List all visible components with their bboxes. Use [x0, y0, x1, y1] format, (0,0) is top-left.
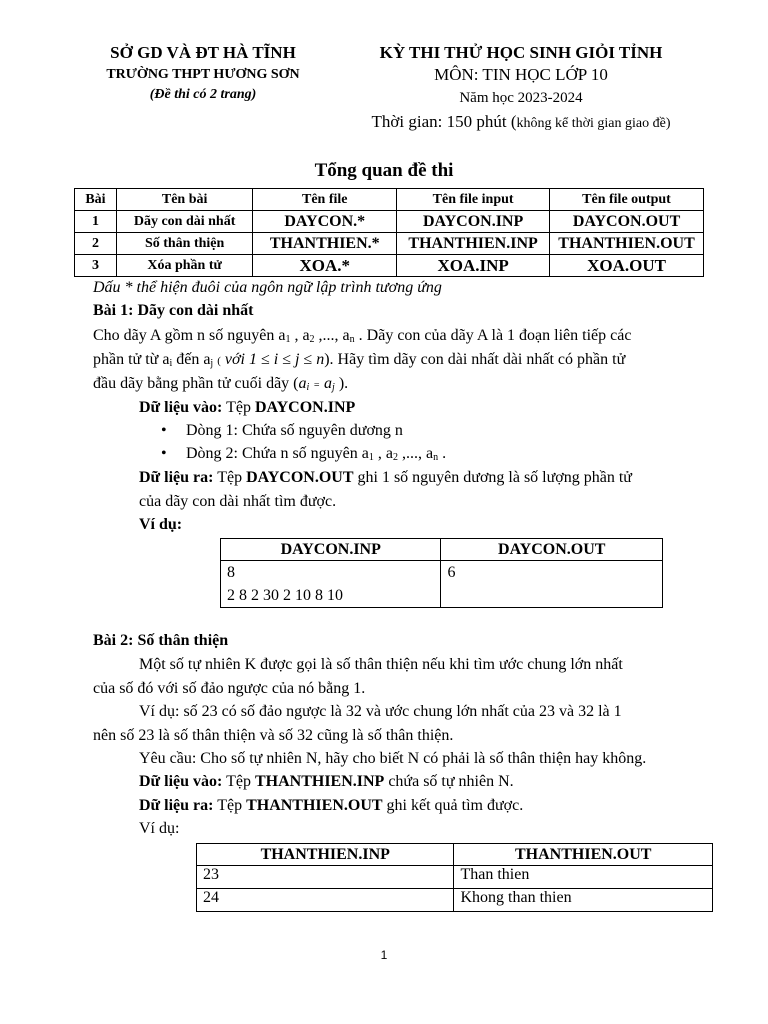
input-label: Dữ liệu vào:	[139, 399, 223, 416]
input-file: DAYCON.INP	[254, 399, 356, 416]
cell: Dãy con dài nhất	[116, 211, 252, 233]
table-row	[197, 866, 713, 889]
output-file: THANTHIEN.OUT	[246, 797, 383, 814]
output-label: Dữ liệu ra:	[139, 469, 214, 486]
output-text: ghi kết quả tìm được.	[382, 797, 524, 814]
cell: Số thân thiện	[116, 233, 252, 255]
problem-2-title: Bài 2: Số thân thiện	[93, 632, 229, 649]
problem-1-output	[139, 469, 632, 487]
overview-header-row	[75, 189, 704, 211]
col-header: Tên file	[253, 189, 397, 211]
header-right	[336, 42, 706, 136]
col-header: Tên file input	[397, 189, 550, 211]
cell: 23	[197, 866, 454, 889]
example-header-row	[221, 539, 663, 561]
problem-1-title: Bài 1: Dãy con dài nhất	[93, 302, 254, 319]
cell: XOA.*	[253, 255, 397, 277]
problem-1-input	[139, 399, 355, 417]
col-header: DAYCON.INP	[221, 539, 441, 561]
cell: Than thien	[454, 866, 713, 889]
school-name: TRƯỜNG THPT HƯƠNG SƠN	[106, 67, 300, 82]
cell: DAYCON.INP	[397, 211, 550, 233]
cell: 3	[75, 255, 117, 277]
problem-1-statement-line-2: phần tử từ $a_i$ đến $a_j$ ( với 1 ≤ i ≤ j ≤ n). Hãy tìm dãy con dài nhất dài nhất có phần tử	[93, 351, 626, 369]
bullet-text: Dòng 1: Chứa số nguyên dương n	[186, 422, 403, 439]
school-year: Năm học 2023-2024	[459, 90, 583, 106]
bullet-icon: •	[161, 422, 167, 439]
problem-2-line-5: Yêu cầu: Cho số tự nhiên N, hãy cho biết N có phải là số thân thiện hay không.	[139, 750, 647, 767]
col-header: THANTHIEN.INP	[197, 844, 454, 866]
problem-2-line-4: nên số 23 là số thân thiện và số 32 cũng là số thân thiện.	[93, 727, 454, 744]
table-row	[75, 211, 704, 233]
cell: XOA.INP	[397, 255, 550, 277]
example-header-row	[197, 844, 713, 866]
input-file: THANTHIEN.INP	[254, 773, 385, 790]
problem-2-example-label: Ví dụ:	[139, 820, 180, 837]
cell: 1	[75, 211, 117, 233]
cell: DAYCON.*	[253, 211, 397, 233]
cell: THANTHIEN.*	[253, 233, 397, 255]
problem-1-example-table	[220, 538, 663, 608]
table-row	[221, 561, 663, 608]
input-label: Dữ liệu vào:	[139, 773, 223, 790]
bullet-icon: •	[161, 445, 167, 462]
header-left	[70, 42, 336, 104]
subject: MÔN: TIN HỌC LỚP 10	[434, 65, 608, 84]
time-note: không kể thời gian giao đề)	[516, 116, 671, 131]
bullet-2: • Dòng 2: Chứa n số nguyên $a_1$ , $a_2$ ,..., $a_n$ .	[161, 445, 447, 463]
exam-time	[336, 110, 706, 136]
col-header: Tên bài	[116, 189, 252, 211]
cell: THANTHIEN.OUT	[550, 233, 704, 255]
cell: Khong than thien	[454, 889, 713, 912]
table-row	[197, 889, 713, 912]
col-header: THANTHIEN.OUT	[454, 844, 713, 866]
table-row	[75, 233, 704, 255]
time-text: Thời gian: 150 phút (	[371, 112, 517, 131]
problem-1-output-line-2: của dãy con dài nhất tìm được.	[139, 493, 337, 510]
cell: Xóa phần tử	[116, 255, 252, 277]
statement-text: Cho dãy A gồm n số nguyên a	[93, 327, 286, 344]
cell-line: 2 8 2 30 2 10 8 10	[227, 587, 343, 604]
input-text: Tệp	[222, 773, 255, 790]
problem-1-example-label: Ví dụ:	[139, 516, 183, 533]
problem-2-example-table	[196, 843, 713, 912]
cell: THANTHIEN.INP	[397, 233, 550, 255]
statement-text: phần tử từ a	[93, 351, 170, 368]
page-number: 1	[380, 948, 388, 962]
statement-text: Dãy con của dãy A là 1 đoạn liên tiếp các	[366, 327, 632, 344]
output-text: Tệp	[213, 469, 247, 486]
page-count-note: (Đề thi có 2 trang)	[149, 87, 257, 102]
input-text: chứa số tự nhiên N.	[384, 773, 514, 790]
cell: DAYCON.OUT	[550, 211, 704, 233]
output-label: Dữ liệu ra:	[139, 797, 214, 814]
cell	[221, 561, 441, 608]
cell: XOA.OUT	[550, 255, 704, 277]
statement-text: đến a	[176, 351, 211, 368]
cell: 2	[75, 233, 117, 255]
col-header: DAYCON.OUT	[441, 539, 663, 561]
problem-1-statement-line-3: đầu dãy bằng phần tử cuối dãy ($a_i = a_j$ ).	[93, 375, 349, 393]
cell: 24	[197, 889, 454, 912]
department-name: SỞ GD VÀ ĐT HÀ TĨNH	[110, 43, 296, 62]
col-header: Tên file output	[550, 189, 704, 211]
statement-text: đầu dãy bằng phần tử cuối dãy (	[93, 375, 299, 392]
output-text: ghi 1 số nguyên dương là số lượng phần tử	[353, 469, 632, 486]
problem-2-line-1: Một số tự nhiên K được gọi là số thân thiện nếu khi tìm ước chung lớn nhất	[139, 656, 623, 673]
overview-table	[74, 188, 704, 277]
overview-title: Tổng quan đề thi	[314, 160, 454, 181]
problem-2-line-2: của số đó với số đảo ngược của nó bằng 1.	[93, 680, 366, 697]
problem-1-statement-line-1: Cho dãy A gồm n số nguyên $a_1$ , $a_2$ ,..., $a_n$ . Dãy con của dãy A là 1 đoạn liên tiếp các	[93, 327, 632, 345]
cell: 6	[441, 561, 663, 608]
exam-title: KỲ THI THỬ HỌC SINH GIỎI TỈNH	[379, 43, 663, 62]
problem-2-line-3: Ví dụ: số 23 có số đảo ngược là 32 và ước chung lớn nhất của 23 và 32 là 1	[139, 703, 622, 720]
cell-line: 8	[227, 564, 235, 581]
bullet-1	[161, 422, 403, 440]
input-text: Tệp	[222, 399, 255, 416]
statement-text: ). Hãy tìm dãy con dài nhất dài nhất có phần tử	[324, 351, 626, 368]
extension-note: Dấu * thể hiện đuôi của ngôn ngữ lập trình tương ứng	[93, 279, 442, 296]
output-file: DAYCON.OUT	[246, 469, 354, 486]
problem-2-input	[139, 773, 514, 791]
problem-2-output	[139, 797, 523, 815]
output-text: Tệp	[213, 797, 247, 814]
table-row	[75, 255, 704, 277]
statement-math: với 1 ≤ i ≤ j ≤ n	[224, 351, 325, 368]
col-header: Bài	[75, 189, 117, 211]
bullet-text: Dòng 2: Chứa n số nguyên a	[186, 445, 369, 462]
